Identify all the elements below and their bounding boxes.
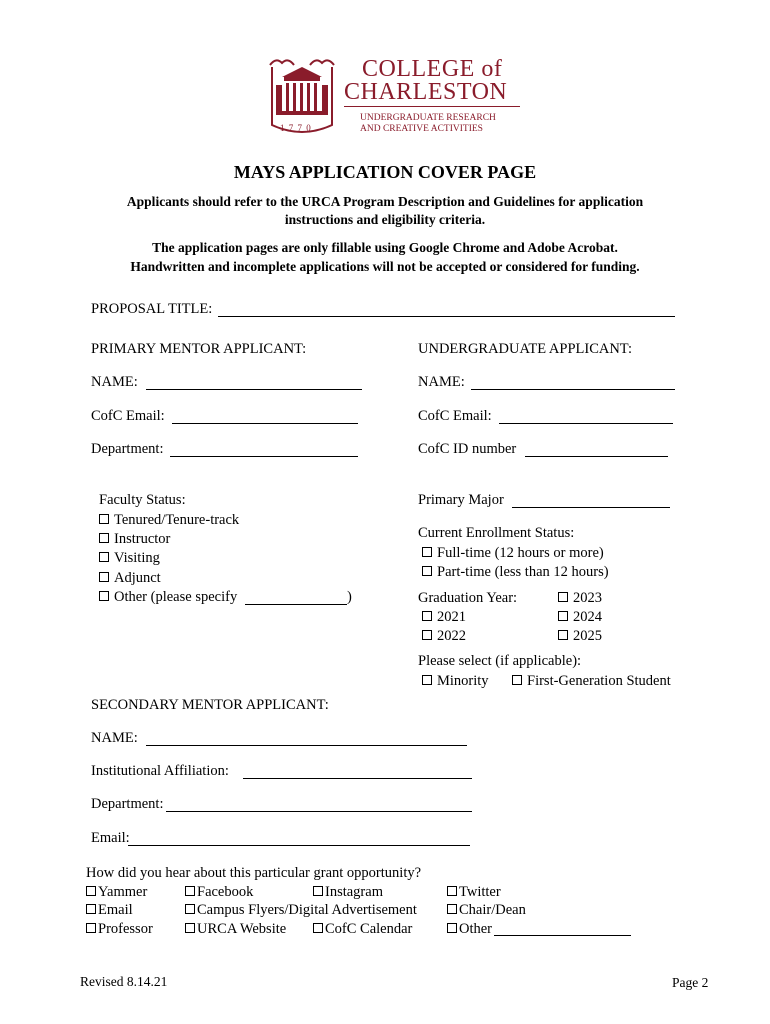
grad-year-2022[interactable]: 2022 [422,629,466,644]
checkbox-icon[interactable] [99,533,109,543]
secondary-name-field[interactable] [146,745,467,746]
status-option-other[interactable]: Other (please specify [99,590,237,605]
page-number: Page 2 [672,975,709,990]
heard-twitter[interactable]: Twitter [447,885,501,900]
heard-question: How did you hear about this particular grant opportunity? [86,865,422,881]
heard-yammer[interactable]: Yammer [86,885,147,900]
college-logo [262,55,522,139]
major-label: Primary Major [418,492,504,508]
checkbox-icon[interactable] [185,923,195,933]
checkbox-icon[interactable] [99,572,109,582]
mentor-department-field[interactable] [170,456,358,457]
heard-email[interactable]: Email [86,903,133,918]
secondary-email-field[interactable] [128,845,470,846]
grad-year-2021[interactable]: 2021 [422,610,466,625]
heard-campus-flyers[interactable]: Campus Flyers/Digital Advertisement [185,903,417,918]
logo-line-1: COLLEGE of [362,56,503,82]
primary-mentor-heading: PRIMARY MENTOR APPLICANT: [91,341,307,357]
logo-sub-2: AND CREATIVE ACTIVITIES [360,124,483,134]
checkbox-icon[interactable] [99,552,109,562]
select-minority[interactable]: Minority [422,674,489,689]
checkbox-icon[interactable] [422,630,432,640]
checkbox-icon[interactable] [86,904,96,914]
instruction-line-1: Applicants should refer to the URCA Program Description and Guidelines for application [126,194,644,209]
status-option-visiting[interactable]: Visiting [99,551,160,566]
checkbox-icon[interactable] [99,514,109,524]
secondary-department-field[interactable] [166,811,472,812]
enrollment-label: Current Enrollment Status: [418,525,575,541]
heard-other[interactable]: Other [447,922,492,937]
heard-facebook[interactable]: Facebook [185,885,253,900]
mentor-name-label: NAME: [91,374,138,390]
checkbox-icon[interactable] [422,611,432,621]
secondary-name-label: NAME: [91,730,138,746]
checkbox-icon[interactable] [447,904,457,914]
enrollment-parttime[interactable]: Part-time (less than 12 hours) [422,565,609,580]
checkbox-icon[interactable] [447,886,457,896]
secondary-department-label: Department: [91,796,164,812]
grad-year-2024[interactable]: 2024 [558,610,602,625]
checkbox-icon[interactable] [422,547,432,557]
secondary-affiliation-label: Institutional Affiliation: [91,763,229,779]
page-title: MAYS APPLICATION COVER PAGE [233,162,537,182]
checkbox-icon[interactable] [558,630,568,640]
heard-cofc-calendar[interactable]: CofC Calendar [313,922,412,937]
secondary-email-label: Email: [91,830,130,846]
proposal-title-field[interactable] [218,316,675,317]
enrollment-fulltime[interactable]: Full-time (12 hours or more) [422,546,604,561]
status-option-adjunct[interactable]: Adjunct [99,571,161,586]
checkbox-icon[interactable] [185,904,195,914]
undergrad-id-label: CofC ID number [418,441,517,457]
undergrad-email-field[interactable] [499,423,673,424]
logo-year: 1 7 7 0 [280,123,312,133]
checkbox-icon[interactable] [86,923,96,933]
checkbox-icon[interactable] [313,886,323,896]
heard-professor[interactable]: Professor [86,922,153,937]
mentor-department-label: Department: [91,441,164,457]
instruction-line-3: The application pages are only fillable using Google Chrome and Adobe Acrobat. [152,240,618,255]
mentor-email-label: CofC Email: [91,408,165,424]
instruction-line-4: Handwritten and incomplete applications will not be accepted or considered for funding. [130,259,640,274]
checkbox-icon[interactable] [558,611,568,621]
logo-sub-1: UNDERGRADUATE RESEARCH [360,113,496,123]
checkbox-icon[interactable] [558,592,568,602]
grad-year-2023[interactable]: 2023 [558,591,602,606]
status-option-tenured[interactable]: Tenured/Tenure-track [99,513,239,528]
select-label: Please select (if applicable): [418,653,582,669]
undergrad-id-field[interactable] [525,456,668,457]
checkbox-icon[interactable] [313,923,323,933]
select-first-gen[interactable]: First-Generation Student [512,674,671,689]
checkbox-icon[interactable] [185,886,195,896]
grad-year-label: Graduation Year: [418,590,518,606]
heard-urca-website[interactable]: URCA Website [185,922,286,937]
checkbox-icon[interactable] [447,923,457,933]
undergrad-email-label: CofC Email: [418,408,492,424]
heard-chair-dean[interactable]: Chair/Dean [447,903,526,918]
grad-year-2025[interactable]: 2025 [558,629,602,644]
logo-line-2: CHARLESTON [344,79,508,105]
undergrad-name-field[interactable] [471,389,675,390]
heard-other-field[interactable] [494,935,631,936]
status-option-instructor[interactable]: Instructor [99,532,170,547]
heard-instagram[interactable]: Instagram [313,885,383,900]
checkbox-icon[interactable] [86,886,96,896]
checkbox-icon[interactable] [512,675,522,685]
checkbox-icon[interactable] [99,591,109,601]
checkbox-icon[interactable] [422,566,432,576]
proposal-title-label: PROPOSAL TITLE: [91,301,213,317]
faculty-status-label: Faculty Status: [99,492,186,508]
revised-date: Revised 8.14.21 [80,974,168,989]
secondary-mentor-heading: SECONDARY MENTOR APPLICANT: [91,697,329,713]
undergrad-heading: UNDERGRADUATE APPLICANT: [418,341,632,357]
major-field[interactable] [512,507,670,508]
checkbox-icon[interactable] [422,675,432,685]
status-other-field[interactable] [245,604,347,605]
mentor-name-field[interactable] [146,389,362,390]
instruction-line-2: instructions and eligibility criteria. [284,212,486,227]
status-other-close: ) [347,589,352,605]
mentor-email-field[interactable] [172,423,358,424]
secondary-affiliation-field[interactable] [243,778,472,779]
undergrad-name-label: NAME: [418,374,465,390]
